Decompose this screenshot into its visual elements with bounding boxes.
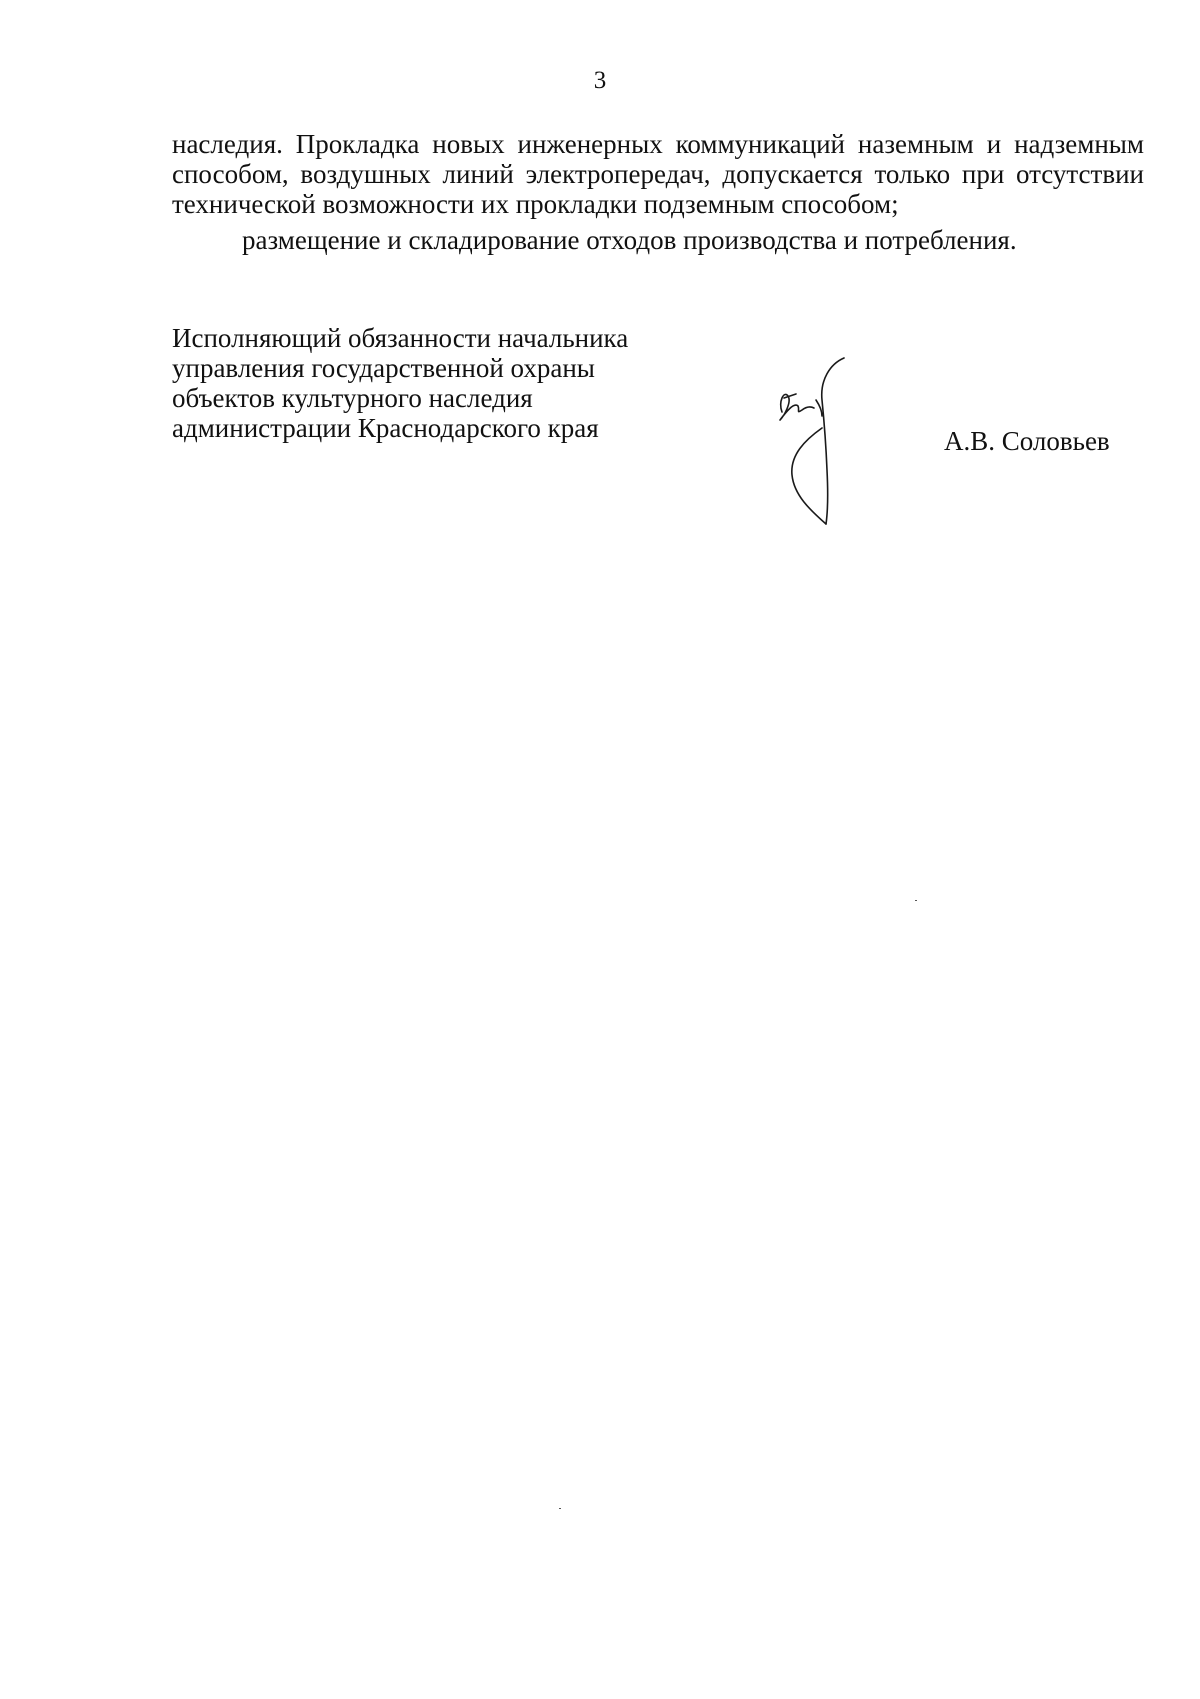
signatory-position — [172, 323, 732, 443]
scan-speck — [559, 1508, 561, 1509]
signatory-line-3: объектов культурного наследия — [172, 383, 533, 413]
signer-name: А.В. Соловьев — [944, 426, 1110, 456]
handwritten-signature-icon — [760, 350, 870, 530]
body-paragraph-continued: наследия. Прокладка новых инженерных коммуникаций наземным и надземным способом, воздушных линий электропередач, допускается только при отсутствии технической возможности их прокладки подземным способом; — [172, 129, 1144, 219]
scan-speck — [915, 900, 917, 901]
signatory-line-2: управления государственной охраны — [172, 353, 595, 383]
document-body — [172, 129, 1144, 255]
body-paragraph-waste: размещение и складирование отходов производства и потребления. — [242, 225, 1017, 255]
signatory-line-4: администрации Краснодарского края — [172, 413, 599, 443]
signatory-line-1: Исполняющий обязанности начальника — [172, 323, 629, 353]
page-number: 3 — [593, 67, 607, 94]
